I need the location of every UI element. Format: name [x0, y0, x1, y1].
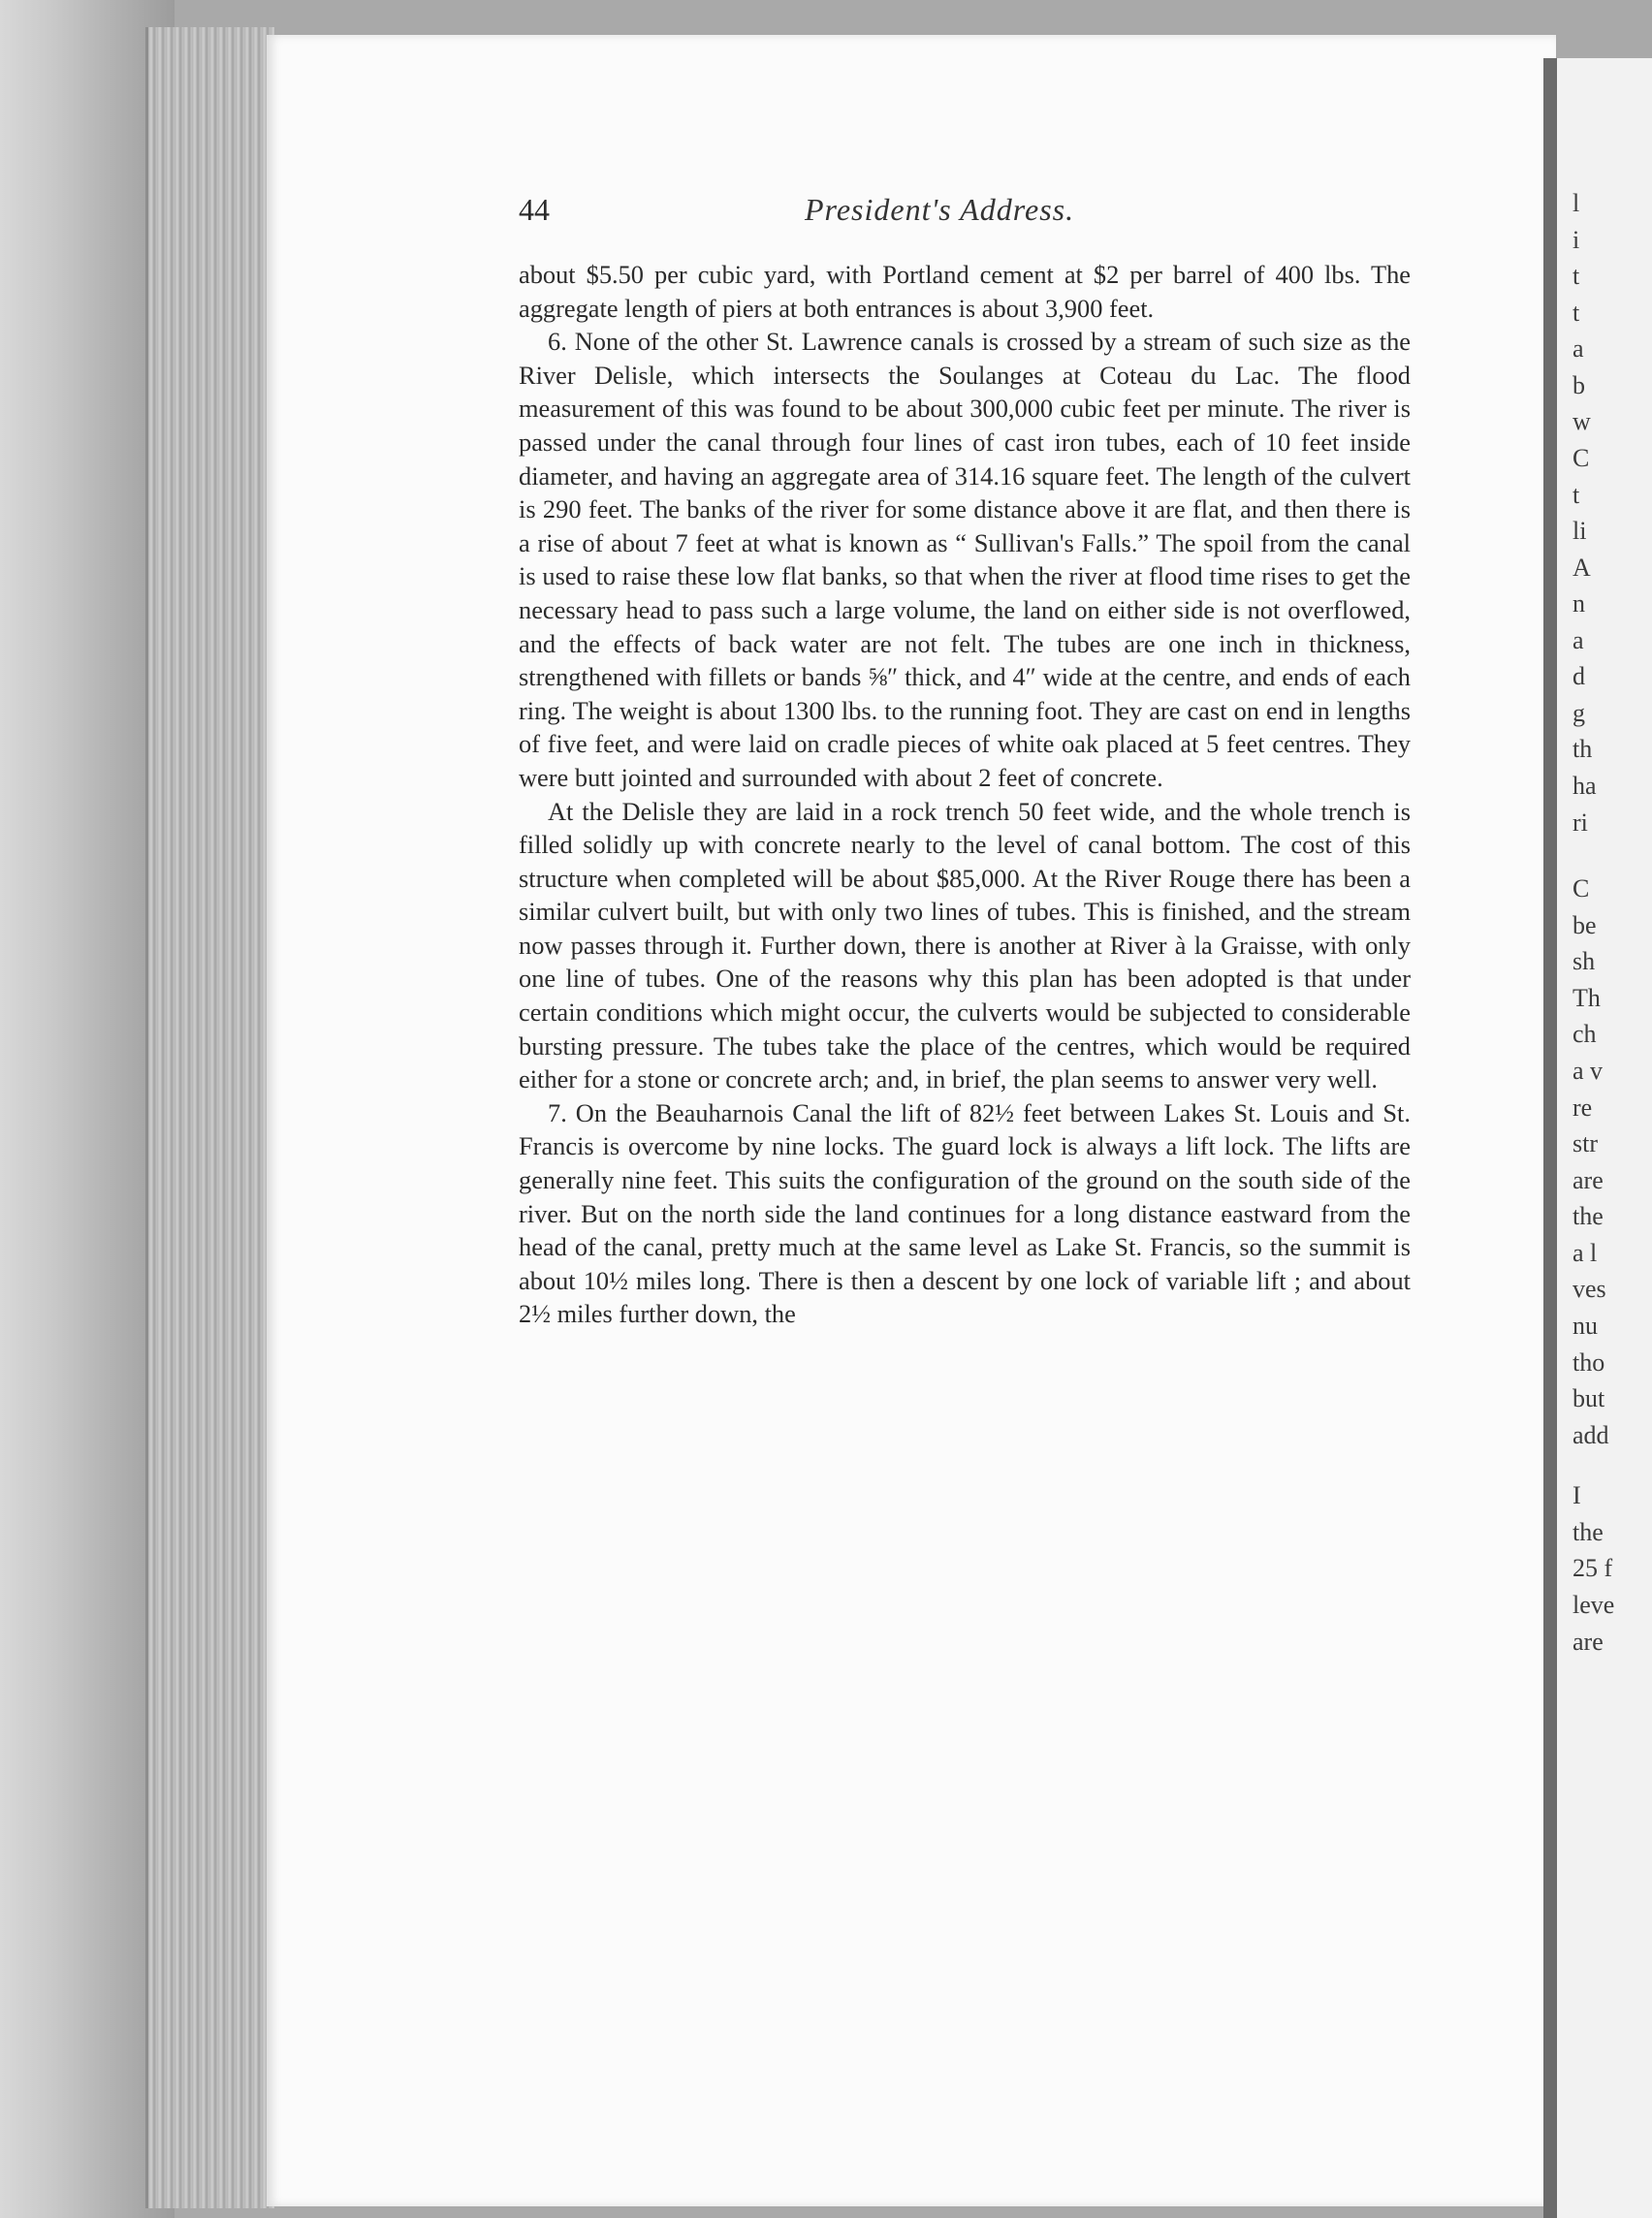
- paragraph-6-river-delisle: 6. None of the other St. Lawrence canals is crossed by a stream of such size as the River Delisle, which intersects the Soulanges at Coteau du Lac. The flood measurement of this was found to be about 300,000 cubic feet per minute. The river is passed under the canal through four lines of cast iron tubes, each of 10 feet inside diameter, and having an aggregate area of 314.16 square feet. The length of the culvert is 290 feet. The banks of the river for some distance above it are flat, and then there is a rise of about 7 feet at what is known as “ Sullivan's Falls.” The spoil from the canal is used to raise these low flat banks, so that when the river at flood time rises to get the necessary head to pass such a large volume, the land on either side is not overflowed, and the effects of back water are not felt. The tubes are one inch in thickness, strengthened with fillets or bands ⅝″ thick, and 4″ wide at the centre, and ends of each ring. The weight is about 1300 lbs. to the running foot. They are cast on end in lengths of five feet, and were laid on cradle pieces of white oak placed at 5 feet centres. They were butt jointed and surrounded with about 2 feet of concrete.: [519, 327, 1411, 792]
- paragraph-7-beauharnois: 7. On the Beauharnois Canal the lift of 82½ feet between Lakes St. Louis and St. Francis is overcome by nine locks. The guard lock is always a lift lock. The lifts are generally nine feet. This suits the configuration of the ground on the south side of the river. But on the north side the land continues for a long distance eastward from the head of the canal, pretty much at the same level as Lake St. Francis, so the summit is about 10½ miles long. There is then a descent by one lock of variable lift ; and about 2½ miles further down, the: [519, 1097, 1411, 1329]
- facing-page-fragment: sh: [1573, 947, 1596, 975]
- facing-page-fragment: be: [1573, 911, 1597, 939]
- facing-page-fragment: l: [1573, 189, 1580, 217]
- facing-page-fragment: a: [1573, 626, 1584, 654]
- facing-page-fragment: ri: [1573, 808, 1588, 837]
- facing-page-fragment: w: [1573, 407, 1591, 435]
- facing-page-fragment: g: [1573, 699, 1585, 727]
- facing-page-fragment: a l: [1573, 1239, 1598, 1267]
- facing-page-fragment: t: [1573, 299, 1580, 327]
- page-header: [519, 192, 1411, 233]
- facing-page-fragment: t: [1573, 262, 1580, 290]
- facing-page-fragment: i: [1573, 226, 1580, 254]
- page-body: [519, 258, 1411, 1331]
- facing-page-fragment: b: [1573, 371, 1585, 399]
- facing-page-fragment: nu: [1573, 1312, 1598, 1340]
- facing-page-fragment: t: [1573, 481, 1580, 509]
- facing-page-fragment: str: [1573, 1129, 1598, 1157]
- facing-page-fragment: A: [1573, 554, 1591, 582]
- facing-page-fragment: li: [1573, 517, 1587, 545]
- facing-page-fragment: the: [1573, 1518, 1604, 1546]
- page-number: 44: [519, 192, 550, 227]
- facing-page-fragment: Th: [1573, 984, 1601, 1012]
- paragraph-delisle-trench: At the Delisle they are laid in a rock trench 50 feet wide, and the whole trench is filled solidly up with concrete nearly to the level of canal bottom. The cost of this structure when completed will be about $85,000. At the River Rouge there has been a similar culvert built, but with only two lines of tubes. This is finished, and the stream now passes through it. Further down, there is another at River à la Graisse, with only one line of tubes. One of the reasons why this plan has been adopted is that under certain conditions which might occur, the culverts would be subjected to considerable bursting pressure. The tubes take the place of the centres, which would be required either for a stone or concrete arch; and, in brief, the plan seems to answer very well.: [519, 796, 1411, 1094]
- facing-page-fragment: 25 f: [1573, 1554, 1613, 1582]
- facing-page-fragment: ch: [1573, 1020, 1597, 1048]
- paragraph-continued: about $5.50 per cubic yard, with Portland cement at $2 per barrel of 400 lbs. The aggregate length of piers at both entrances is about 3,900 feet.: [519, 260, 1411, 323]
- facing-page-fragment: C: [1573, 874, 1590, 903]
- book-page-edges: [145, 27, 274, 2208]
- facing-page-fragment: d: [1573, 662, 1585, 690]
- facing-page-fragment: a: [1573, 334, 1584, 363]
- facing-page-fragment: are: [1573, 1628, 1604, 1656]
- facing-page-fragment: a v: [1573, 1057, 1604, 1085]
- facing-page-fragment: but: [1573, 1384, 1605, 1412]
- facing-page-fragment: the: [1573, 1202, 1604, 1230]
- facing-page-fragment: are: [1573, 1166, 1604, 1194]
- facing-page-fragment: ves: [1573, 1275, 1606, 1303]
- facing-page-fragment: C: [1573, 444, 1590, 472]
- running-title: President's Address.: [805, 192, 1075, 227]
- facing-page-fragment: tho: [1573, 1348, 1605, 1377]
- facing-page-fragment: I: [1573, 1481, 1581, 1509]
- facing-page-fragment: re: [1573, 1093, 1593, 1122]
- facing-page-fragment: ha: [1573, 772, 1597, 800]
- facing-page-fragment: add: [1573, 1421, 1609, 1449]
- facing-page-fragment: th: [1573, 735, 1593, 763]
- facing-page-fragment: n: [1573, 589, 1585, 618]
- facing-page-edge: [1543, 58, 1652, 2218]
- facing-page-fragment: leve: [1573, 1591, 1615, 1619]
